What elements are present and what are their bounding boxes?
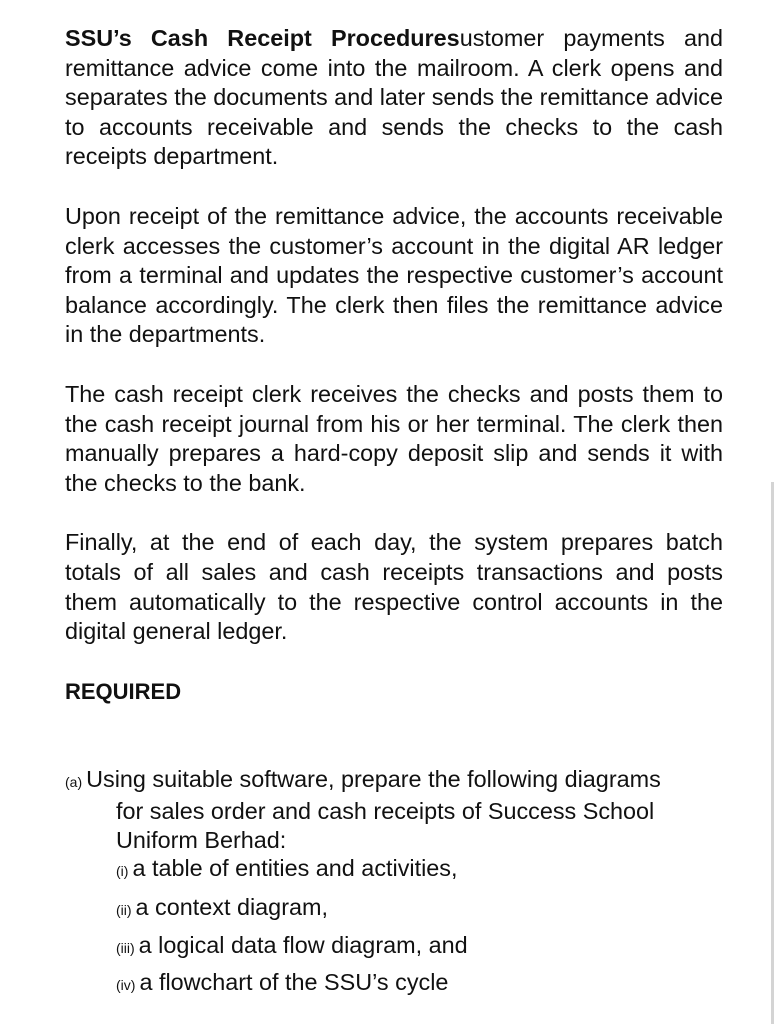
required-heading: REQUIRED [65,678,182,704]
subitem-iii: (iii) a logical data flow diagram, and [116,932,468,958]
paragraph-cash-receipt-clerk: The cash receipt clerk receives the checks and posts them to the cash receipt journal from his or her terminal. The clerk then manually prepares a hard-copy deposit slip and sends it with the checks to the bank. [65,380,723,496]
paragraph-accounts-receivable: Upon receipt of the remittance advice, the accounts receivable clerk accesses the customer’s account in the digital AR ledger from a terminal and updates the respective customer’s account balance accordingly. The clerk then files the remittance advice in the departments. [65,202,723,348]
subitem-i: (i) a table of entities and activities, [116,855,458,881]
question-line-2: for sales order and cash receipts of Success School [116,798,655,824]
question-line-3: Uniform Berhad: [116,827,287,853]
subitem-iv: (iv) a flowchart of the SSU’s cycle [116,969,449,995]
paragraph-batch-totals: Finally, at the end of each day, the system prepares batch totals of all sales and cash receipts transactions and posts them automatically to the respective control accounts in the digital general ledger. [65,529,723,645]
subitem-ii: (ii) a context diagram, [116,894,328,920]
question-label: (a) [65,774,83,790]
section-heading: SSU’s Cash Receipt Procedures [65,25,460,51]
question-a [65,765,725,855]
paragraph-cash-receipt-procedures [65,24,723,172]
case-text [65,24,723,707]
paragraph-text: ustomer payments and remittance advice come into the mailroom. A clerk opens and separates the documents and later sends the remittance advice to accounts receivable and sends the checks to the cash receipts department. [65,25,723,170]
question-line-1: (a) Using suitable software, prepare the following diagrams [65,766,661,792]
